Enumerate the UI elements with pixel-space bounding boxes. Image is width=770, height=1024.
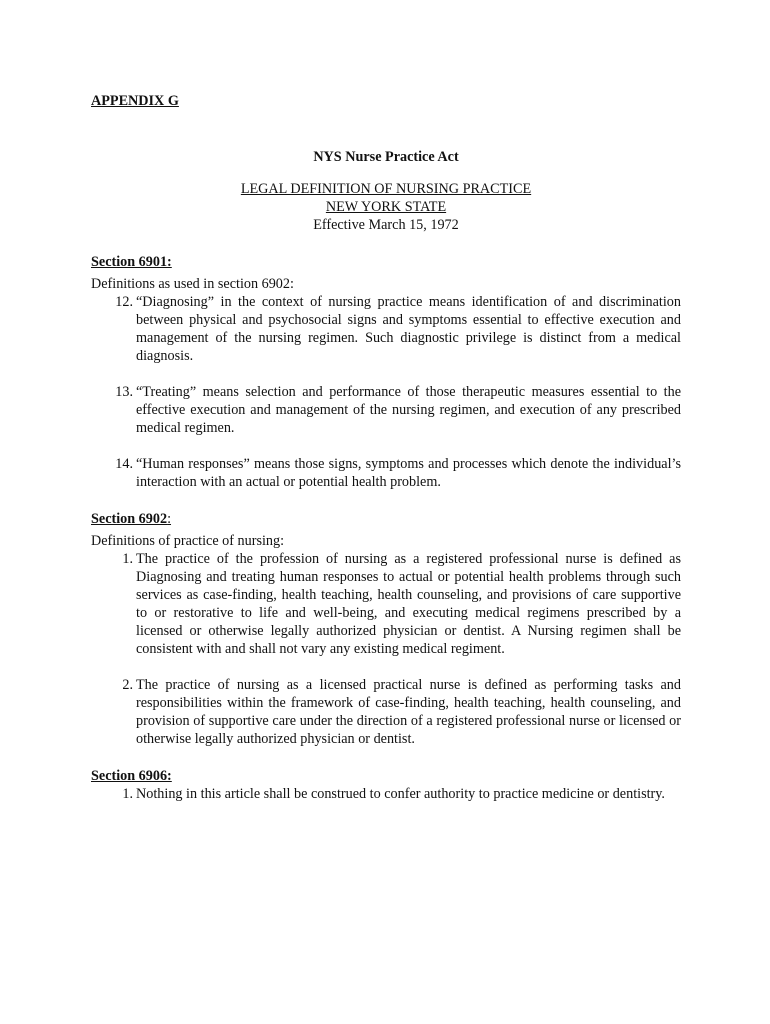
section-6902-heading-wrap <box>91 510 681 528</box>
appendix-label: APPENDIX G <box>91 93 179 109</box>
section-6902-intro: Definitions of practice of nursing: <box>91 533 285 549</box>
section-6901-heading: Section 6901: <box>91 254 172 270</box>
item-text: “Diagnosing” in the context of nursing practice means identification of and discrimination between physical and psychosocial signs and symptoms essential to effective execution and management of the nursing regimen. Such diagnostic privilege is distinct from a medical diagnosis. <box>136 294 681 364</box>
section-6902-heading-text: Section 6902 <box>91 511 168 527</box>
section-6906-heading: Section 6906: <box>91 768 172 784</box>
legal-definition-line: NEW YORK STATE <box>325 199 447 215</box>
list-item <box>91 550 681 658</box>
section-6901-list <box>91 293 681 491</box>
list-item <box>91 455 681 491</box>
item-text: The practice of the profession of nursing as a registered professional nurse is defined as Diagnosing and treating human responses to actual or potential health problems through such services as case-finding, health teaching, health counseling, and provisions of care supportive to or restorative to life and well-being, and executing medical regimens prescribed by a licensed or otherwise legally authorized physician or dentist. A Nursing regimen shall be consistent with and shall not vary any existing medical regiment. <box>136 551 681 657</box>
item-number: 2. <box>122 677 133 693</box>
item-text: “Human responses” means those signs, symptoms and processes which denote the individual’s interaction with an actual or potential health problem. <box>136 456 681 490</box>
section-6902-heading-colon: : <box>167 511 172 527</box>
item-number: 1. <box>122 786 133 802</box>
document-page <box>91 92 681 803</box>
list-item <box>91 383 681 437</box>
item-number: 14. <box>115 456 133 472</box>
section-6906-heading-wrap <box>91 767 681 785</box>
list-item <box>91 785 681 803</box>
item-text: The practice of nursing as a licensed practical nurse is defined as performing tasks and responsibilities within the framework of case-finding, health teaching, health counseling, and provision of supportive care under the direction of a registered professional nurse or licensed or otherwise legally authorized physician or dentist. <box>136 677 681 747</box>
legal-definition-line: LEGAL DEFINITION OF NURSING PRACTICE <box>240 181 532 197</box>
section-6902-list <box>91 550 681 748</box>
document-title: NYS Nurse Practice Act <box>313 149 459 165</box>
item-number: 1. <box>122 551 133 567</box>
legal-definition-block <box>91 180 681 234</box>
item-text: “Treating” means selection and performance of those therapeutic measures essential to the effective execution and management of the nursing regimen, and execution of any prescribed medical regimen. <box>136 384 681 436</box>
list-item <box>91 676 681 748</box>
section-6901-intro: Definitions as used in section 6902: <box>91 276 294 292</box>
effective-date: Effective March 15, 1972 <box>313 217 459 233</box>
section-6906-list <box>91 785 681 803</box>
item-number: 12. <box>115 294 133 310</box>
section-6902-heading <box>91 510 171 528</box>
list-item <box>91 293 681 365</box>
item-number: 13. <box>115 384 133 400</box>
section-6901-heading-wrap <box>91 253 681 271</box>
item-text: Nothing in this article shall be construed to confer authority to practice medicine or dentistry. <box>136 786 665 802</box>
